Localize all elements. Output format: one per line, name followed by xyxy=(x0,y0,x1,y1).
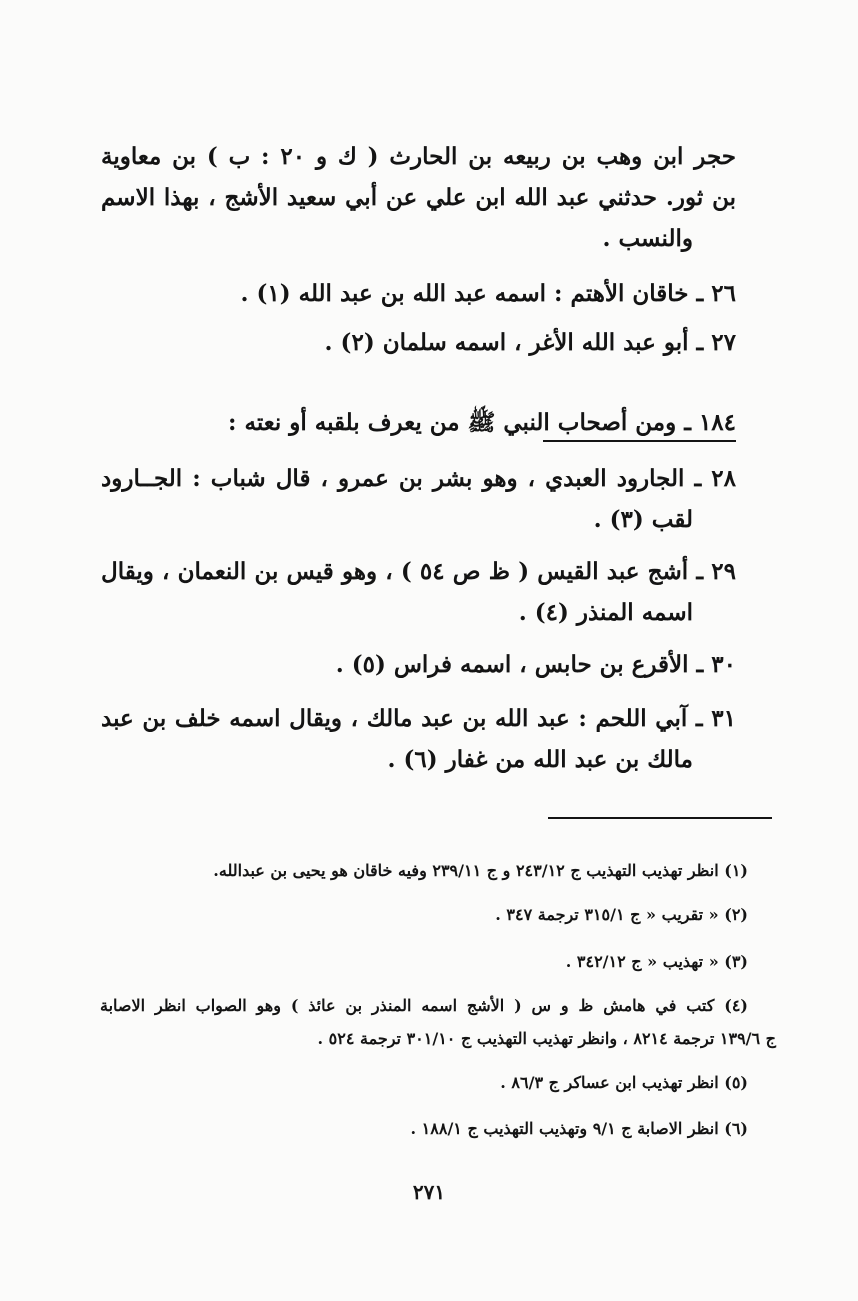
entry-28: ٢٨ ـ الجارود العبدي ، وهو بشر بن عمرو ، قال شباب : الجــارود xyxy=(101,465,736,492)
footnote-3: (٣) « تهذيب « ج ٣٤٢/١٢ . xyxy=(565,952,748,971)
body-line: بن ثور. حدثني عبد الله ابن علي عن أبي سعيد الأشج ، بهذا الاسم xyxy=(101,184,736,211)
footnote-4: (٤) كتب في هامش ظ و س ( الأشج اسمه المنذر بن عائذ ) وهو الصواب انظر الاصابة xyxy=(100,996,748,1015)
footnote-separator xyxy=(548,817,772,819)
body-line: حجر ابن وهب بن ربيعه بن الحارث ( ك و ٢٠ : ب ) بن معاوية xyxy=(101,143,737,170)
entry-31: ٣١ ـ آبي اللحم : عبد الله بن عبد مالك ، ويقال اسمه خلف بن عبد xyxy=(101,705,736,732)
page-number: ٢٧١ xyxy=(412,1180,446,1204)
footnote-5: (٥) انظر تهذيب ابن عساكر ج ٨٦/٣ . xyxy=(500,1073,748,1092)
entry-31-cont: مالك بن عبد الله من غفار (٦) . xyxy=(387,746,693,773)
footnote-2: (٢) « تقريب « ج ٣١٥/١ ترجمة ٣٤٧ . xyxy=(495,905,748,924)
entry-27: ٢٧ ـ أبو عبد الله الأغر ، اسمه سلمان (٢) . xyxy=(324,329,736,356)
body-line: والنسب . xyxy=(602,225,693,252)
entry-29: ٢٩ ـ أشج عبد القيس ( ظ ص ٥٤ ) ، وهو قيس بن النعمان ، ويقال xyxy=(101,558,736,585)
footnote-6: (٦) انظر الاصابة ج ٩/١ وتهذيب التهذيب ج ١٨٨/١ . xyxy=(410,1119,748,1138)
section-heading: ١٨٤ ـ ومن أصحاب النبي ﷺ من يعرف بلقبه أو نعته : xyxy=(227,409,736,436)
footnote-1: (١) انظر تهذيب التهذيب ج ٢٤٣/١٢ و ج ٢٣٩/١١ وفيه خاقان هو يحيى بن عبدالله. xyxy=(213,861,748,880)
heading-underline xyxy=(543,440,736,442)
entry-30: ٣٠ ـ الأقرع بن حابس ، اسمه فراس (٥) . xyxy=(335,651,736,678)
footnote-4-cont: ج ١٣٩/٦ ترجمة ٨٢١٤ ، وانظر تهذيب التهذيب ج ٣٠١/١٠ ترجمة ٥٢٤ . xyxy=(317,1029,776,1048)
entry-28-cont: لقب (٣) . xyxy=(593,506,693,533)
entry-29-cont: اسمه المنذر (٤) . xyxy=(518,599,693,626)
entry-26: ٢٦ ـ خاقان الأهتم : اسمه عبد الله بن عبد الله (١) . xyxy=(240,280,736,307)
